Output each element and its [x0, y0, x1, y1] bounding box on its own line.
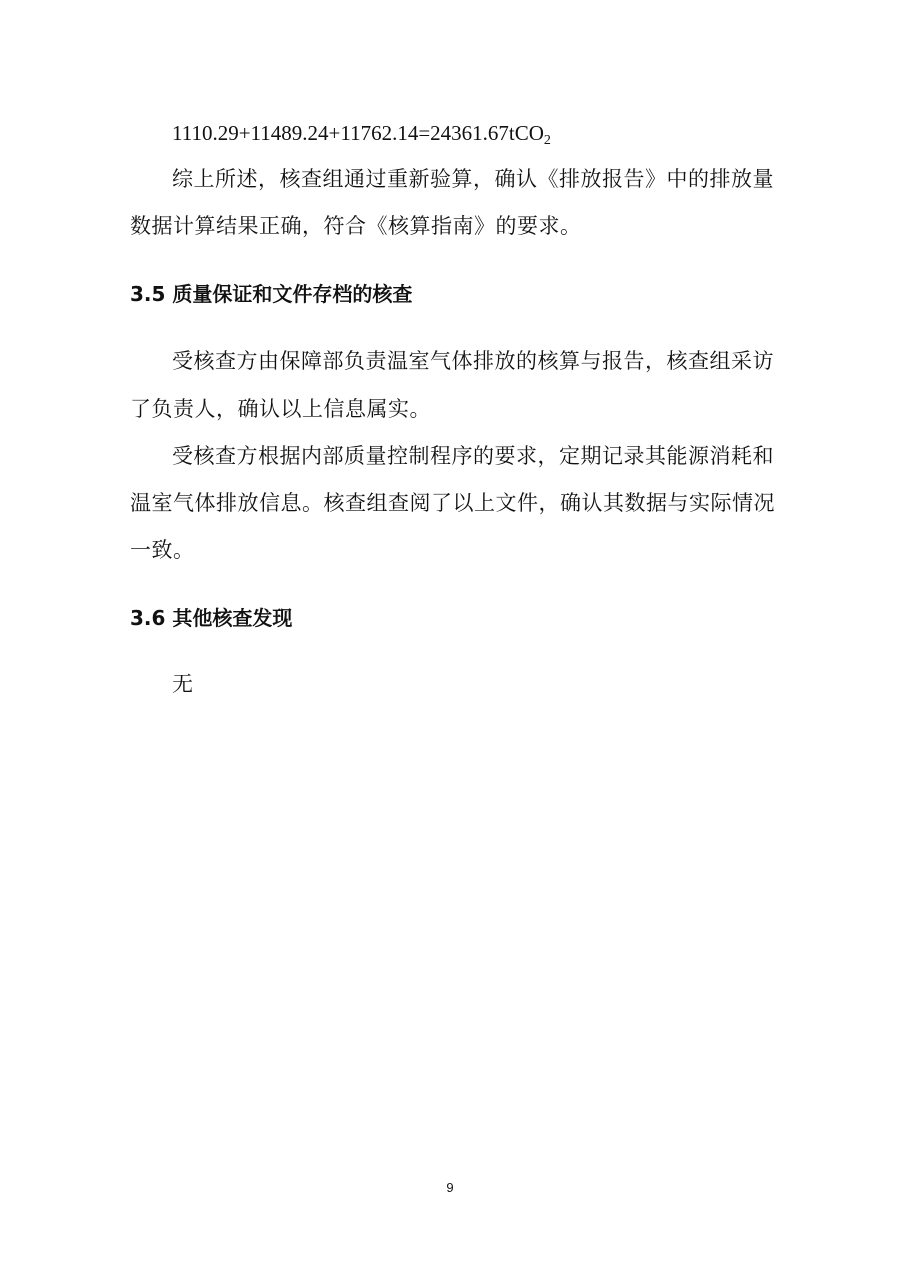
section-3-5-para1-line2: 了负责人，确认以上信息属实。	[130, 397, 431, 421]
emission-formula	[172, 118, 812, 156]
section-3-5-para2-line2: 温室气体排放信息。核查组查阅了以上文件，确认其数据与实际情况	[130, 491, 775, 515]
page-number: 9	[446, 1180, 454, 1195]
section-3-5-para1-line1: 受核查方由保障部负责温室气体排放的核算与报告，核查组采访	[172, 349, 774, 373]
formula-expression: 1110.29+11489.24+11762.14=24361.67tCO	[172, 121, 544, 145]
section-3-5-heading: 3.5 质量保证和文件存档的核查	[130, 282, 413, 306]
formula-subscript: 2	[543, 133, 551, 148]
section-3-5-para2-line3: 一致。	[130, 538, 195, 562]
section-3-6-heading: 3.6 其他核查发现	[130, 606, 293, 630]
section-3-5-para2-line1: 受核查方根据内部质量控制程序的要求，定期记录其能源消耗和	[172, 444, 774, 468]
section-3-6-body: 无	[172, 672, 194, 696]
summary-line-2: 数据计算结果正确，符合《核算指南》的要求。	[130, 214, 582, 238]
summary-line-1: 综上所述，核查组通过重新验算，确认《排放报告》中的排放量	[172, 167, 774, 191]
